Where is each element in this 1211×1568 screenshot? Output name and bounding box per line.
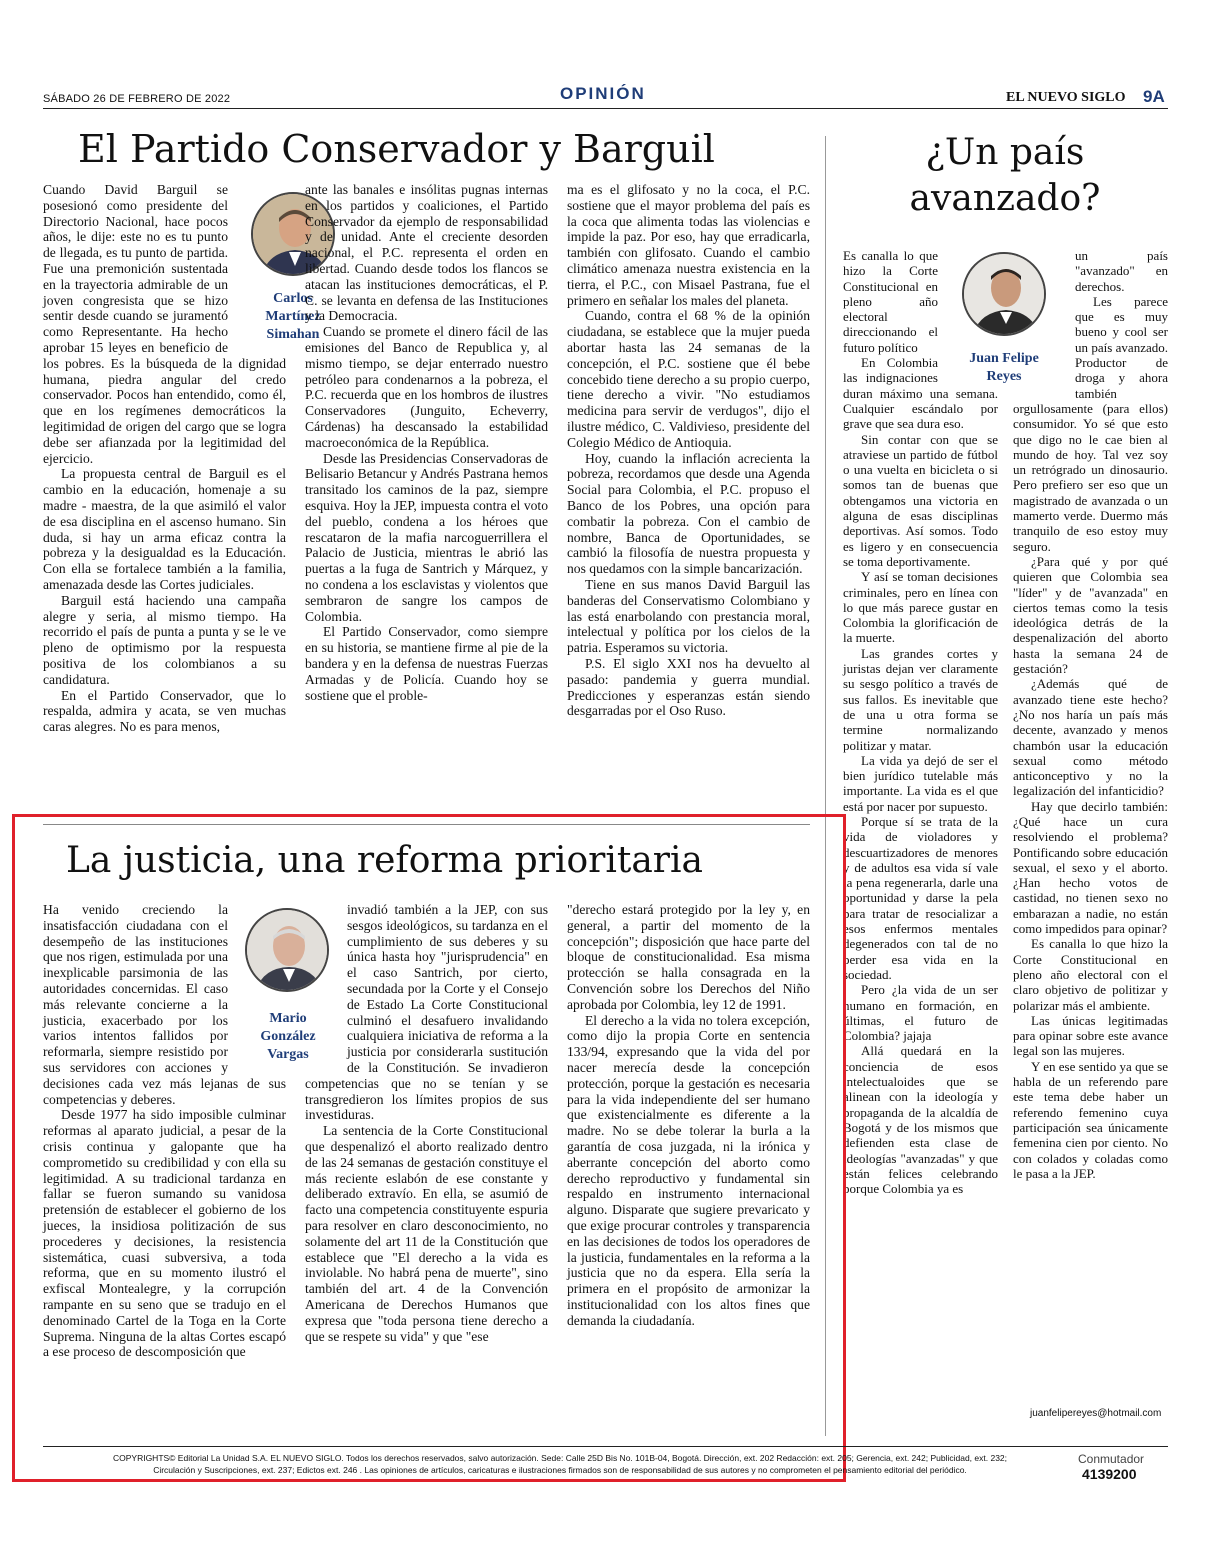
article1-column-3 <box>567 182 810 719</box>
article2-column-1 <box>843 248 998 1196</box>
article2-paragraph: Hay que decirlo también: ¿Qué hace un cura resolviendo el problema? Pontificando sobre educación sexual, el sexo y el aborto. ¿Han hecho votos de castidad, no tienen sexo no embarazan a nadie, no están como impedidos para opinar? <box>1013 798 1168 937</box>
article-title-pais-avanzado: ¿Un país avanzado? <box>909 132 1101 219</box>
author-name-gonzalez: Mario González Vargas <box>260 1011 316 1062</box>
footer-line-1: COPYRIGHTS© Editorial La Unidad S.A. EL NUEVO SIGLO. Todos los derechos reservados, salvo autorización. Sede: Calle 25D Bis No. 101B-04, Bogotá. Dirección, ext. 202 Redacción: ext. 205; Gerencia, ext. 242; Publicidad, ext. 232; <box>112 1453 1008 1463</box>
article2-paragraph: ¿Para qué y por qué quieren que Colombia sea "líder" y de "avanzada" en ciertos temas como la tesis ideológica detrás de la despenalización del aborto hasta la semana 24 de gestación? <box>1013 553 1168 677</box>
article1-paragraph: Cuando se promete el dinero fácil de las emisiones del Banco de Republica y, al mismo tiempo, se dejar enterrado nuestro petróleo para condenarnos a la pobreza, el P.C. recuerda que en los hombros de ilustres Conservadores (Junguito, Echeverry, Cárdenas) ha descansado la estabilidad macroeconómica de la República. <box>305 324 548 450</box>
article2-paragraph: En Colombia las indignaciones duran máximo una semana. Cualquier escándalo por grave que sea dura eso. <box>843 355 998 432</box>
footer-line-2: Circulación y Suscripciones, ext. 237; Edictos ext. 246 . Las opiniones de artículos, caricaturas e ilustraciones firmados son de responsabilidad de sus autores y no comprometen el pensamiento editorial del periódico. <box>153 1465 967 1475</box>
article-title-justicia: La justicia, una reforma prioritaria <box>66 840 703 881</box>
article3-paragraph: Ha venido creciendo la insatisfacción ciudadana con el desempeño de las instituciones que nos rigen, estimulada por una inexplicable parsimonia de las autoridades concernidas. El caso más relevante concierne a la justicia, exacerbado por los varios intentos fallidos por reformarla, siempre resistido por sus servidores con acciones y decisiones cada vez más lejanas de sus competencias y deberes. <box>43 902 286 1107</box>
article1-paragraph: En el Partido Conservador, que lo respalda, admira y acata, se ven muchas caras alegres. No es para menos, <box>43 687 286 735</box>
article2-paragraph: Y así se toman decisiones criminales, pero en línea con lo que más parece gustar en Colombia la glorificación de la muerte. <box>843 569 998 646</box>
article2-paragraph: Es canalla lo que hizo la Corte Constitucional en pleno año electoral con el claro objetivo de politizar y polarizar más el ambiente. <box>1013 936 1168 1013</box>
photo-wrap-space <box>1013 248 1075 398</box>
article1-paragraph: El Partido Conservador, como siempre en su historia, se mantiene firme al pie de la bandera y en la defensa de nuestras Fuerzas Armadas y de Policía. Cuando hoy se sostiene que el proble- <box>305 624 548 703</box>
photo-wrap-space <box>228 182 286 352</box>
article3-paragraph: La sentencia de la Corte Constitucional que despenalizó el aborto realizado dentro de las 24 semanas de gestación constituye el más reciente eslabón de ese constante y deliberado extravío. En ella, se asumió de facto una competencia constituyente espuria para resolver en claro desconocimiento, no solamente del art 11 de la Constitución que establece que "El derecho a la vida es inviolable. No habrá pena de muerte", sino también del art. 4 de la Convención Americana de Derechos Humanos que expresa que "toda persona tiene derecho a que se respete su vida" y que "ese <box>305 1123 548 1344</box>
article1-paragraph: ante las banales e insólitas pugnas internas en los partidos y coaliciones, el Partido Conservador da ejemplo de responsabilidad y de unidad. Ante el creciente desorden nacional, el P.C. representa el orden en libertad. Cuando desde todos los flancos se atacan las instituciones democráticas, el P. C. se levanta en defensa de las Instituciones y la Democracia. <box>305 182 548 324</box>
article3-paragraph: "derecho estará protegido por la ley y, en general, a partir del momento de la concepción"; disposición que hace parte del bloque de constitucionalidad. Esa misma protección se halla consagrada en la Convención sobre los Derechos del Niño aprobada por Colombia, ley 12 de 1991. <box>567 902 810 1012</box>
article1-paragraph: P.S. El siglo XXI nos ha devuelto al pasado: pandemia y guerra mundial. Predicciones y esperanzas están siendo desgarradas por el Oso Ruso. <box>567 655 810 719</box>
article2-paragraph: Allá quedará en la conciencia de esos intelectualoides que se alinean con la ideología y propaganda de la alcaldía de Bogotá y de los mismos que defienden esta clase de ideologías "avanzadas" y que están felices celebrando porque Colombia ya es <box>843 1043 998 1197</box>
article-title-barguil: El Partido Conservador y Barguil <box>78 127 715 171</box>
author-email: juanfelipereyes@hotmail.com <box>1030 1408 1162 1419</box>
article1-paragraph: La propuesta central de Barguil es el cambio en la educación, homenaje a su madre - maestra, de la que asimiló el valor de esa disciplina en el ascenso humano. Sin duda, si hay un arma eficaz contra la pobreza y la desigualdad es la Educación. Con ella se fortalece también a la familia, amenazada desde las Cortes judiciales. <box>43 466 286 592</box>
author-name-martinez: Carlos Martínez Simahan <box>265 291 321 342</box>
copyright-footer <box>60 1452 1060 1476</box>
article2-column-2 <box>1013 248 1168 1181</box>
header-rule <box>43 108 1168 109</box>
article1-paragraph: Tiene en sus manos David Barguil las banderas del Conservatismo Colombiano y las está enarbolando con prestancia moral, intelectual y política por los cielos de la patria. Esperamos su victoria. <box>567 576 810 656</box>
footer-rule <box>43 1446 1168 1447</box>
article2-paragraph: un país "avanzado" en derechos. <box>1075 248 1168 294</box>
article1-column-1 <box>43 182 286 735</box>
switchboard-number: 4139200 <box>1082 1466 1137 1482</box>
article2-paragraph: Las grandes cortes y juristas dejan ver claramente su sesgo político a través de sus fallos. Es inevitable que de una u otra forma se termine normalizando politizar y matar. <box>843 645 998 753</box>
article3-paragraph: invadió también a la JEP, con sus sesgos ideológicos, su tardanza en el cumplimiento de sus deberes y su única hasta hoy "jurisprudencia" en el caso Santrich, por cierto, secundada por la Corte y el Consejo de Estado La Corte Constitucional culminó el desafuero invalidando cualquiera iniciativa de reforma a la justicia por considerarla sustitución de la Constitución. Se invadieron competencias que no se tenían y se transgredieron los límites propios de sus investiduras. <box>305 902 548 1123</box>
article1-paragraph: ma es el glifosato y no la coca, el P.C. sostiene que el mayor problema del país es la coca que alimenta todas las violencias e impide la paz. Por eso, hay que erradicarla, también con glifosato. Cuando el cambio climático amenaza nuestra existencia en la tierra, el P.C., con Misael Pastrana, fue el primero en señalar los males del planeta. <box>567 182 810 308</box>
article1-paragraph: Hoy, cuando la inflación acrecienta la pobreza, recordamos que desde una Agenda Social para Colombia, el P.C. propuso el Banco de los Pobres, una opción para combatir la pobreza. Con el cambio de nombre, Banca de Oportunidades, se cambió la filosofía de nuestra propuesta y nos quedamos con la simple bancarización. <box>567 450 810 577</box>
article2-paragraph: Les parece que es muy bueno y cool ser un país avanzado. Productor de droga y ahora también orgullosamente (para ellos) consumidor. Yo sé que esto que digo no le cae bien al mundo de hoy. Tal vez soy un retrógrado un dinosaurio. Pero prefiero ser eso que un magistrado de avanzada o un mamerto verde. Duermo más tranquilo de eso estoy muy seguro. <box>1013 293 1168 554</box>
switchboard-label: Conmutador <box>1078 1452 1145 1466</box>
article1-paragraph: Desde las Presidencias Conservadoras de Belisario Betancur y Andrés Pastrana hemos transitado los caminos de la paz, siempre esquiva. Hoy la JEP, impuesta contra el voto del pueblo, condena a los héroes que rescataron de la mafia narcoguerrillera el Palacio de Justicia, mientras le abrió las puertas a la fuga de Santrich y Márquez, y no condena a los esclavistas y violentos que sembraron de sangre los campos de Colombia. <box>305 450 548 624</box>
photo-wrap-space <box>228 902 286 1067</box>
section-name: OPINIÓN <box>560 84 646 103</box>
article2-paragraph: Pero ¿la vida de un ser humano en formación, en últimas, el futuro de Colombia? jajaja <box>843 982 998 1044</box>
article3-paragraph: El derecho a la vida no tolera excepción, como dijo la propia Corte en sentencia 133/94, expresando que la vida del por nacer merecía desde la concepción protección, porque la gestación es necesaria para la vida independiente del ser humano que existencialmente es diferente a la madre. No se debe tolerar la burla a la garantía de cosa juzgada, ni la irónica y aberrante concepción del aborto como derecho reproductivo y fundamental sin respaldo en instrumento internacional alguno. Disparate que sugiere prevaricato y que exige procurar controles y transparencia en las decisiones de todos los operadores de la justicia, fundamentales en la reforma a la justicia que no da espera. Ella sería la primera en el propósito de armonizar la institucionalidad con los altos fines que demanda la ciudadanía. <box>567 1012 810 1328</box>
article3-paragraph: Desde 1977 ha sido imposible culminar reformas al aparato judicial, a pesar de la crisis continua y galopante que ha comprometido su credibilidad y con ella su legitimidad. A su tradicional tardanza en fallar se fueron sumando su vanidosa pretensión de establecer el gobierno de los jueces, la insidiosa politización de sus procederes y decisiones, la resistencia sistemática, cuasi subversiva, a toda reforma, que en su momento ilustró el exfiscal Montealegre, y la corrupción rampante en su seno que se tradujo en el denominado Cartel de la Toga en la Corte Suprema. Ninguna de la altas Cortes escapó a ese proceso de descomposición que <box>43 1107 286 1360</box>
article3-column-1 <box>43 902 286 1360</box>
article2-paragraph: Sin contar con que se atraviese un partido de fútbol o una vuelta en bicicleta o si somos tan de buenas que obtengamos una victoria en alguna de esas disciplinas deportivas. Así somos. Todo es ligero y en consecuencia se toma deportivamente. <box>843 431 998 569</box>
photo-wrap-space <box>938 248 998 378</box>
article2-paragraph: Es canalla lo que hizo la Corte Constitucional en pleno año electoral direccionando el futuro político <box>843 248 938 355</box>
article1-paragraph: Cuando David Barguil se posesionó como presidente del Directorio Nacional, hace pocos años, le dije: este no es tu punto de llegada, es tu punto de partida. Fue una premonición sustentada en la trayectoria admirable de un joven congresista que se hizo sentir desde cuando se juramentó como Representante. Ha hecho aprobar 15 leyes en beneficio de los pobres. Es la búsqueda de la dignidad humana, piedra angular del credo conservador. Pocos han entendido, como él, que en los regímenes democráticos la legitimidad de origen del cargo que se logra debe ser afianzada por la legitimidad del ejercicio. <box>43 182 286 466</box>
page-number: 9A <box>1143 87 1165 106</box>
article2-paragraph: Y en ese sentido ya que se habla de un referendo pare este tema debe haber un referendo femenino cuya participación sea únicamente femenina cien por ciento. No con colados y coladas como le pasa a la JEP. <box>1013 1058 1168 1181</box>
article3-column-2 <box>305 902 548 1344</box>
article1-paragraph: Barguil está haciendo una campaña alegre y seria, al mismo tiempo. Ha recorrido el país de punta a punta y se le ve pleno de optimismo por la respuesta positiva de los colombianos a su candidatura. <box>43 592 286 687</box>
article3-column-3 <box>567 902 810 1329</box>
article2-paragraph: ¿Además qué de avanzado tiene este hecho? ¿No nos haría un país más decente, avanzado y menos chambón usar la educación sexual como método anticonceptivo y no la legalización del infanticidio? <box>1013 676 1168 799</box>
newspaper-brand: EL NUEVO SIGLO <box>1006 90 1126 105</box>
author-name-reyes: Juan Felipe Reyes <box>969 351 1039 384</box>
article2-paragraph: La vida ya dejó de ser el bien jurídico tutelable más importante. La vida es el que está por nacer por supuesto. <box>843 752 998 814</box>
issue-date: SÁBADO 26 DE FEBRERO DE 2022 <box>43 93 231 105</box>
photo-wrap-space <box>305 902 347 1067</box>
article1-paragraph: Cuando, contra el 68 % de la opinión ciudadana, se establece que la mujer pueda abortar hasta las 24 semanas de la concepción, el P.C. sostiene que él bebe concebido tiene derecho a su propio cuerpo, tiene derecho a vivir. "No estudiamos medicina para servir de verdugos", dijo el ilustre médico, C. Valdivieso, presidente del Colegio Médico de Antioquia. <box>567 308 810 450</box>
article2-paragraph: Porque sí se trata de la vida de violadores y descuartizadores de menores y de adultos esa vida sí vale la pena regenerarla, darle una oportunidad y darse la pela para tratar de resocializar a esos enfermos mentales degenerados con tal de no perder esa vida en la sociedad. <box>843 813 998 982</box>
article1-column-2 <box>305 182 548 703</box>
article2-paragraph: Las únicas legitimadas para opinar sobre este avance legal son las mujeres. <box>1013 1012 1168 1059</box>
